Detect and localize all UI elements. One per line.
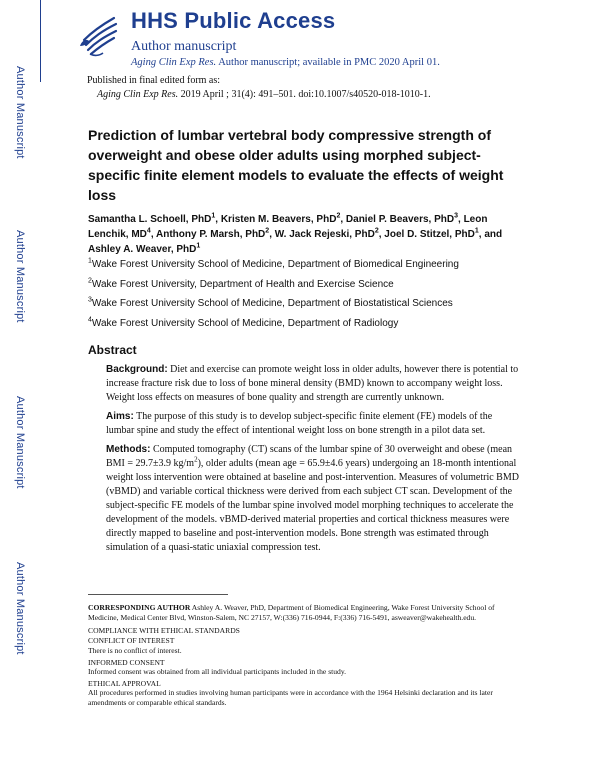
affiliation: $^4$Wake Forest University School of Medicine, Department of Radiology [88, 316, 399, 329]
published-label: Published in final edited form as: [87, 75, 221, 86]
ethics-heading: COMPLIANCE WITH ETHICAL STANDARDS [88, 626, 240, 635]
corresponding-author-note: CORRESPONDING AUTHOR Ashley A. Weaver, PhD, Department of Biomedical Engineering, Wake Forest University School of Medicine, Medical Center Blvd, Winston-Salem, NC 27157, W:(336) 716-0944, F:(336) 716-5491, asweaver@wakehealth.edu. [88, 603, 495, 622]
hhs-eagle-logo-icon [74, 10, 122, 60]
author[interactable]: Ashley A. Weaver, PhD$^1$ [88, 242, 201, 255]
hhs-public-access-title: HHS Public Access [131, 8, 336, 33]
author[interactable]: Anthony P. Marsh, PhD$^2$ [156, 227, 270, 240]
author-list: Samantha L. Schoell, PhD$^1$, Kristen M. Beavers, PhD$^2$, Daniel P. Beavers, PhD$^3$, Leon Lenchik, $MD^4$, Anthony P. Marsh, PhD$^2$, W. Jack Rejeski, PhD$^2$, Joel D. Stitzel, PhD$^1$, and Ashley A. Weaver, PhD$^1$ [88, 212, 503, 255]
citation-line: Aging Clin Exp Res. 2019 April ; 31(4): 491–501. doi:10.1007/s40520-018-1010-1. [97, 89, 431, 100]
affiliation: $^3$Wake Forest University School of Medicine, Department of Biostatistical Sciences [88, 296, 453, 309]
affiliation: $^2$Wake Forest University, Department of Health and Exercise Science [88, 277, 394, 290]
consent-heading: INFORMED CONSENT [88, 658, 165, 667]
author[interactable]: W. Jack Rejeski, PhD$^2$ [274, 227, 379, 240]
consent-text: Informed consent was obtained from all individual participants included in the study. [88, 667, 347, 676]
affiliation: $^1$Wake Forest University School of Medicine, Department of Biomedical Engineering [88, 257, 459, 270]
conflict-heading: CONFLICT OF INTEREST [88, 636, 175, 645]
article-title: Prediction of lumbar vertebral body compressive strength of overweight and obese older adults using morphed subject-specific finite element models to evaluate the effects of weight loss [88, 127, 504, 203]
abstract-methods: Methods: Computed tomography (CT) scans of the lumbar spine of 30 overweight and obese (mean BMI = 29.7±3.9 $kg/m^2$), older adults (mean age = 65.9±4.6 years) undergoing an 18-month intentional weight loss intervention were obtained at baseline and post-intervention. Measures of volumetric BMD (vBMD) and variable cortical thickness were derived from each subject CT scan. Development of the subject-specific FE models of the lumbar spine involved model morphing techniques to accelerate the development of the models. vBMD-derived material properties and cortical thickness measures were directly mapped to baseline and post-intervention models. Bone strength was estimated through simulation of a quasi-static uniaxial compression test. [106, 444, 519, 553]
author-manuscript-label: Author manuscript [131, 39, 237, 54]
author[interactable]: Kristen M. Beavers, PhD$^2$ [220, 212, 341, 225]
doi-link[interactable]: 2019 April ; 31(4): 491–501. doi:10.1007/s40520-018-1010-1. [178, 89, 431, 100]
author[interactable]: Daniel P. Beavers, PhD$^3$ [345, 212, 459, 225]
footnote-divider [88, 594, 228, 595]
sidebar-author-manuscript-4: Author Manuscript [14, 562, 26, 655]
abstract-heading: Abstract [88, 343, 137, 357]
author[interactable]: Joel D. Stitzel, PhD$^1$ [384, 227, 479, 240]
conflict-text: There is no conflict of interest. [88, 646, 182, 655]
author[interactable]: Leon Lenchik, $MD^4$ [88, 214, 488, 240]
abstract-background: Background: Diet and exercise can promote weight loss in older adults, however there is potential to increase fracture risk due to loss of bone mineral density (BMD) known to accompany weight loss. Weight loss effects on measures of bone quality and strength are currently unknown. [106, 364, 519, 403]
approval-text: All procedures performed in studies involving human participants were in accordance with the 1964 Helsinki declaration and its later amendments or comparable ethical standards. [88, 688, 493, 707]
author[interactable]: Samantha L. Schoell, PhD$^1$ [88, 212, 216, 225]
abstract-aims: Aims: The purpose of this study is to develop subject-specific finite element (FE) models of the lumbar spine and study the effect of intentional weight loss on bone strength in a pilot data set. [106, 411, 493, 436]
journal-name[interactable]: Aging Clin Exp Res. [131, 57, 217, 68]
sidebar-author-manuscript-2: Author Manuscript [14, 230, 26, 323]
sidebar-author-manuscript-3: Author Manuscript [14, 396, 26, 489]
journal-availability: Aging Clin Exp Res. Author manuscript; available in PMC 2020 April 01. [131, 57, 440, 68]
approval-heading: ETHICAL APPROVAL [88, 679, 161, 688]
sidebar-author-manuscript-1: Author Manuscript [14, 66, 26, 159]
header-divider-line [40, 0, 41, 82]
